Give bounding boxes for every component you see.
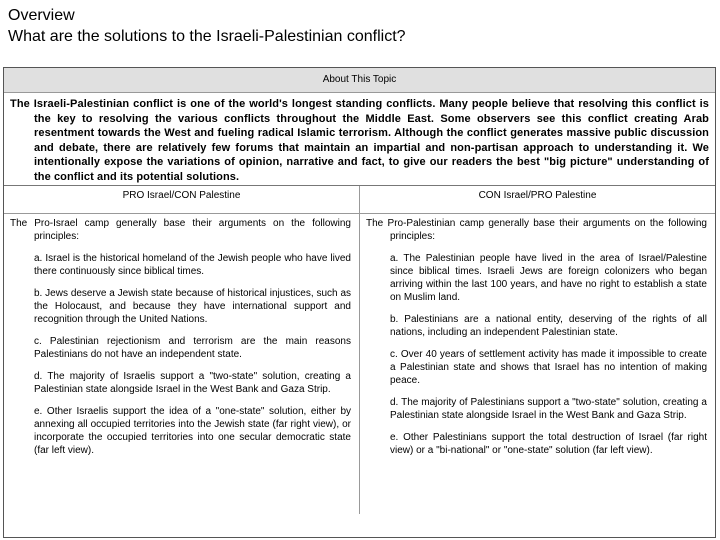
pro-point: d. The majority of Israelis support a "two-state" solution, creating a Palestinian state alongside Israel in the West Bank and Gaza Strip. bbox=[34, 371, 351, 395]
pro-point: c. Palestinian rejectionism and terrorism are the main reasons Palestinians do not have an independent state. bbox=[34, 336, 351, 360]
pro-point: e. Other Israelis support the idea of a "one-state" solution, either by annexing all occupied territories into the Jewish state (far right view), or incorporate the occupied territories into one secular democratic state (far left view). bbox=[34, 406, 351, 456]
con-heading: CON Israel/PRO Palestine bbox=[359, 186, 715, 213]
pro-point: a. Israel is the historical homeland of the Jewish people who have lived there continuously since biblical times. bbox=[34, 253, 351, 277]
topic-table bbox=[3, 67, 716, 538]
con-point: e. Other Palestinians support the total destruction of Israel (far right view) or a "bi-national" or "one-state" solution (far left view). bbox=[390, 432, 707, 456]
about-body bbox=[4, 93, 715, 185]
pro-column bbox=[4, 214, 359, 514]
about-text: The Israeli-Palestinian conflict is one of the world's longest standing conflicts. Many people believe that resolving this conflict is the key to resolving the various conflicts throughout the Middle East. Some observers see this conflict creating Arab resentment towards the West and fueling radical Islamic terrorism. Although the conflict generates massive public discussion and debate, there are relatively few forums that maintain an impartial and non-partisan approach to understanding it. We intentionally expose the variations of opinion, narrative and fact, to give our readers the best "big picture" understanding of the conflict and its potential solutions. bbox=[10, 98, 709, 183]
con-point: c. Over 40 years of settlement activity has made it impossible to create a Palestinian state and shows that Israel has no intention of making peace. bbox=[390, 349, 707, 386]
pro-intro: The Pro-Israel camp generally base their arguments on the following principles: bbox=[10, 218, 351, 242]
con-point: d. The majority of Palestinians support a "two-state" solution, creating a Palestinian state alongside Israel in the West Bank and Gaza Strip. bbox=[390, 397, 707, 421]
page-title bbox=[8, 5, 406, 47]
con-column bbox=[359, 214, 715, 514]
columns-body bbox=[4, 214, 715, 514]
pro-heading: PRO Israel/CON Palestine bbox=[122, 190, 241, 201]
con-point: a. The Palestinian people have lived in the area of Israel/Palestine since biblical times. Israeli Jews are foreign colonizers who began arriving within the last 100 years, and have no right to establish a state on Muslim land. bbox=[390, 253, 707, 303]
pro-point: b. Jews deserve a Jewish state because of historical injustices, such as the Holocaust, and because they have international support and recognition through the United Nations. bbox=[34, 288, 351, 325]
columns-header bbox=[4, 185, 715, 214]
about-heading: About This Topic bbox=[4, 68, 715, 93]
title-line-question: What are the solutions to the Israeli-Palestinian conflict? bbox=[8, 28, 406, 45]
con-point: b. Palestinians are a national entity, deserving of the rights of all nations, including an independent Palestinian state. bbox=[390, 314, 707, 338]
con-intro: The Pro-Palestinian camp generally base their arguments on the following principles: bbox=[366, 218, 707, 242]
title-line-overview: Overview bbox=[8, 7, 75, 24]
